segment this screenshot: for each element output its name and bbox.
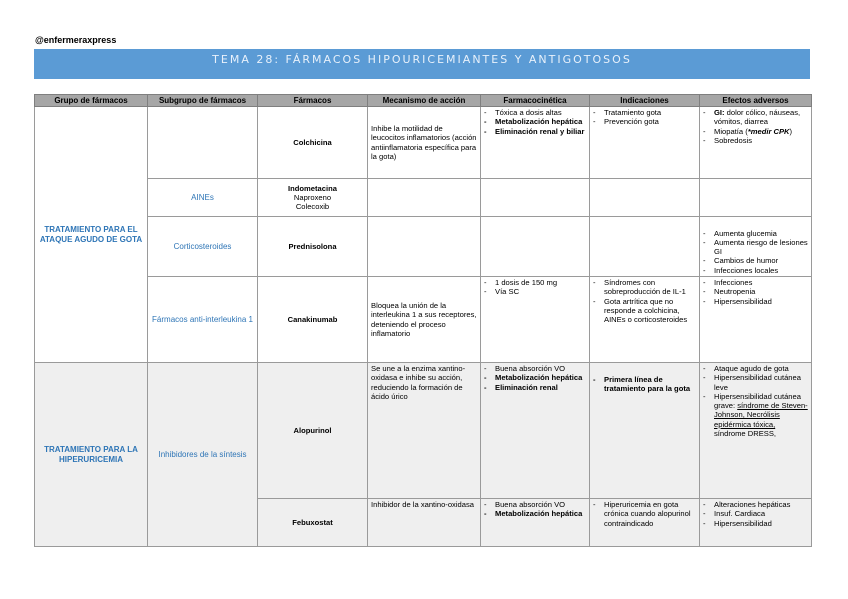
table-header-row: [35, 95, 812, 107]
efectos-colchicina: [700, 107, 812, 179]
farmaco-colchicina: [481, 107, 590, 179]
page-title-banner: [34, 49, 810, 79]
miopatia-text: Miopatía (: [714, 126, 748, 136]
efecto-grave-sindromes: síndrome de Steven-Johnson, Necrólisis epidérmica tóxica,: [714, 401, 808, 429]
list-item: [703, 127, 808, 136]
list-item: [703, 392, 808, 438]
empty-cell: [700, 179, 812, 217]
empty-cell: [590, 217, 700, 277]
list-item: - Ataque agudo de gota: [703, 364, 808, 373]
list-item: - Prevención gota: [593, 117, 696, 126]
list-item: - Tratamiento gota: [593, 108, 696, 117]
farmaco-canakinumab: [481, 277, 590, 363]
efecto-grave-label: Hipersensibilidad cutánea grave:: [714, 391, 801, 411]
subgroup-inhibidores-sintesis: Inhibidores de la síntesis: [148, 363, 258, 547]
list-item: - Metabolización hepática: [484, 117, 586, 126]
table-row: [35, 217, 812, 277]
list-item: - Aumenta riesgo de lesiones GI: [703, 238, 808, 257]
list-item: - Cambios de humor: [703, 256, 808, 265]
brand-handle: @enfermeraxpress: [35, 35, 117, 45]
list-item: - Alteraciones hepáticas: [703, 500, 808, 509]
subgroup-corticosteroides: Corticosteroides: [148, 217, 258, 277]
header-farmacos: Fármacos: [258, 95, 368, 107]
page-title: TEMA 28: FÁRMACOS HIPOURICEMIANTES Y ANTIGOTOSOS: [212, 53, 632, 66]
table-row: [35, 277, 812, 363]
drug-indometacina: Indometacina: [288, 183, 337, 193]
drug-febuxostat: Febuxostat: [258, 499, 368, 547]
header-subgrupo: Subgrupo de fármacos: [148, 95, 258, 107]
mecanismo-alopurinol: Se une a la enzima xantino-oxidasa e inhibe su acción, reduciendo la formación de ácido úrico: [368, 363, 481, 499]
empty-cell: [368, 179, 481, 217]
drug-colchicina: Colchicina: [258, 107, 368, 179]
list-item: - Primera línea de tratamiento para la gota: [593, 375, 696, 394]
drug-alopurinol: Alopurinol: [258, 363, 368, 499]
group-hiperuricemia: TRATAMIENTO PARA LA HIPERURICEMIA: [35, 363, 148, 547]
list-item: - Metabolización hepática: [484, 373, 586, 382]
list-item: [703, 108, 808, 127]
efectos-alopurinol: [700, 363, 812, 499]
farmaco-febuxostat: [481, 499, 590, 547]
list-item: - Hiperuricemia en gota crónica cuando alopurinol contraindicado: [593, 500, 696, 528]
list-item: - Síndromes con sobreproducción de IL-1: [593, 278, 696, 297]
list-item: - Aumenta glucemia: [703, 229, 808, 238]
drug-canakinumab: Canakinumab: [258, 277, 368, 363]
efectos-febuxostat: [700, 499, 812, 547]
drug-table: [34, 94, 812, 547]
list-item: - Metabolización hepática: [484, 509, 586, 518]
header-farmacocinetica: Farmacocinética: [481, 95, 590, 107]
subgroup-anti-interleukina: Fármacos anti-interleukina 1: [148, 277, 258, 363]
efectos-prednisolona: [700, 217, 812, 277]
list-item: - Neutropenia: [703, 287, 808, 296]
drug-prednisolona: Prednisolona: [258, 217, 368, 277]
list-item: - Sobredosis: [703, 136, 808, 145]
miopatia-note: *medir CPK: [747, 126, 790, 136]
list-item: - Eliminación renal: [484, 383, 586, 392]
mecanismo-febuxostat: Inhibidor de la xantino-oxidasa: [368, 499, 481, 547]
empty-cell: [481, 179, 590, 217]
list-item: - Vía SC: [484, 287, 586, 296]
subgroup-aines: AINEs: [148, 179, 258, 217]
indicaciones-canakinumab: [590, 277, 700, 363]
empty-cell: [590, 179, 700, 217]
list-item: - Hipersensibilidad: [703, 519, 808, 528]
table-row: [35, 363, 812, 499]
subgroup-empty: [148, 107, 258, 179]
header-indicaciones: Indicaciones: [590, 95, 700, 107]
list-item: - Tóxica a dosis altas: [484, 108, 586, 117]
header-grupo: Grupo de fármacos: [35, 95, 148, 107]
group-ataque-gota: TRATAMIENTO PARA EL ATAQUE AGUDO DE GOTA: [35, 107, 148, 363]
header-efectos: Efectos adversos: [700, 95, 812, 107]
list-item: - Buena absorción VO: [484, 500, 586, 509]
mecanismo-colchicina: Inhibe la motilidad de leucocitos inflamatorios (acción antiinflamatoria específica para la gota): [368, 107, 481, 179]
list-item: - Buena absorción VO: [484, 364, 586, 373]
indicaciones-alopurinol: [590, 363, 700, 499]
list-item: - Hipersensibilidad cutánea leve: [703, 373, 808, 392]
drugs-aines: [258, 179, 368, 217]
efecto-grave-dress: síndrome DRESS,: [714, 429, 777, 439]
list-item: - Gota artrítica que no responde a colchicina, AINEs o corticosteroides: [593, 297, 696, 325]
miopatia-end: ): [789, 126, 793, 136]
farmaco-alopurinol: [481, 363, 590, 499]
mecanismo-canakinumab: Bloquea la unión de la interleukina 1 a sus receptores, deteniendo el proceso inflamatorio: [368, 277, 481, 363]
empty-cell: [368, 217, 481, 277]
list-item: - Eliminación renal y biliar: [484, 127, 586, 136]
drug-colecoxib: Colecoxib: [295, 202, 330, 212]
list-item: - Infecciones locales: [703, 266, 808, 275]
header-mecanismo: Mecanismo de acción: [368, 95, 481, 107]
indicaciones-colchicina: [590, 107, 700, 179]
list-item: - Hipersensibilidad: [703, 297, 808, 306]
list-item: - Insuf. Cardiaca: [703, 509, 808, 518]
table-row: [35, 179, 812, 217]
efectos-canakinumab: [700, 277, 812, 363]
indicaciones-febuxostat: [590, 499, 700, 547]
list-item: - Infecciones: [703, 278, 808, 287]
table-row: [35, 107, 812, 179]
list-item: - 1 dosis de 150 mg: [484, 278, 586, 287]
empty-cell: [481, 217, 590, 277]
gi-label: GI:: [714, 108, 725, 117]
drug-naproxeno: Naproxeno: [293, 192, 332, 202]
gi-text: dolor cólico, náuseas, vómitos, diarrea: [714, 108, 801, 127]
